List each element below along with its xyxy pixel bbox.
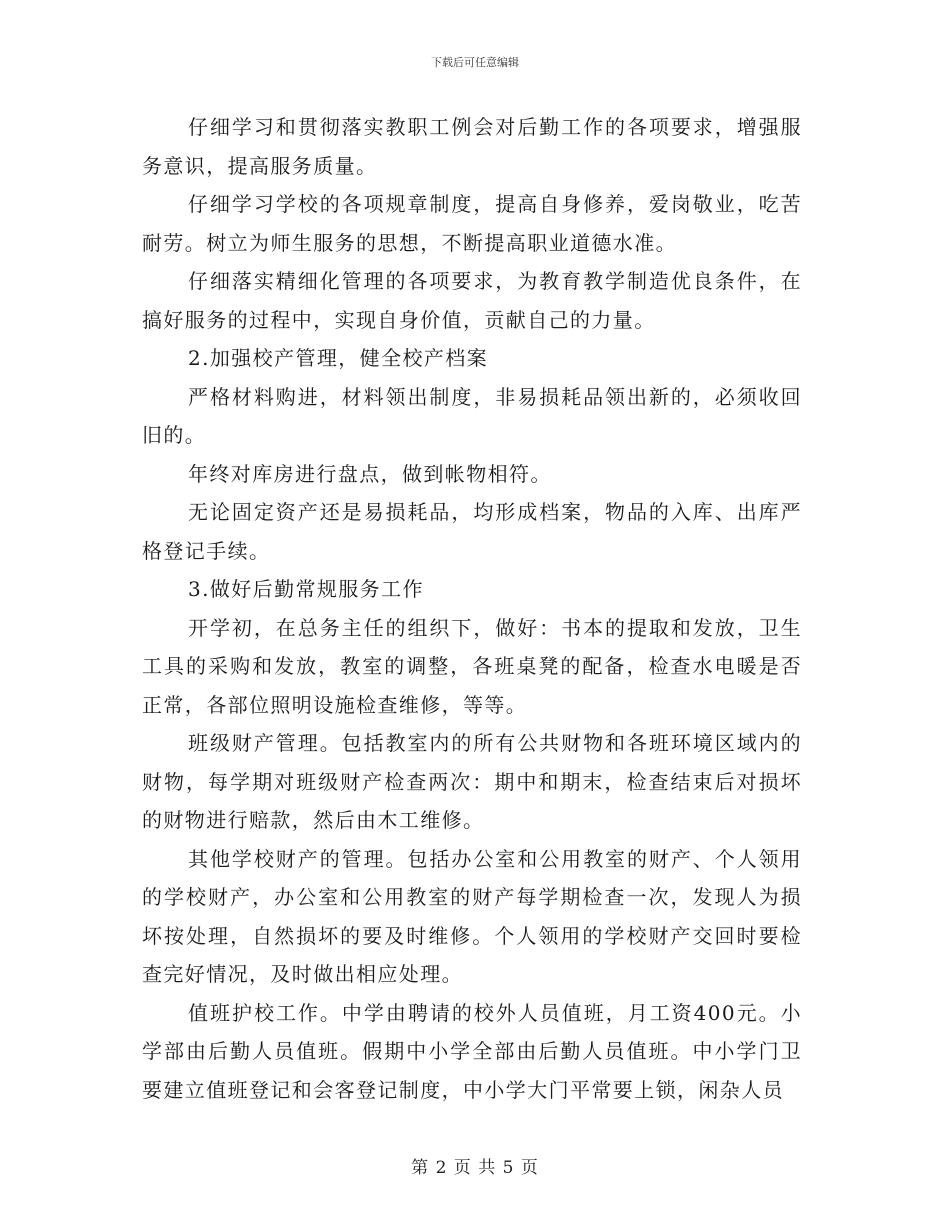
paragraph: 无论固定资产还是易损耗品，均形成档案，物品的入库、出库严格登记手续。 <box>142 500 802 563</box>
paragraph: 仔细落实精细化管理的各项要求，为教育教学制造优良条件，在搞好服务的过程中，实现自身价值，贡献自己的力量。 <box>142 269 802 332</box>
section-heading: 2.加强校产管理，健全校产档案 <box>188 346 489 370</box>
paragraph: 值班护校工作。中学由聘请的校外人员值班，月工资400元。小学部由后勤人员值班。假期中小学全部由后勤人员值班。中小学门卫要建立值班登记和会客登记制度，中小学大门平常要上锁，闲杂人员 <box>142 1000 802 1102</box>
header-note: 下载后可任意编辑 <box>431 56 519 69</box>
paragraph: 班级财产管理。包括教室内的所有公共财物和各班环境区域内的财物，每学期对班级财产检查两次：期中和期末，检查结束后对损坏的财物进行赔款，然后由木工维修。 <box>142 731 802 832</box>
section-heading: 3.做好后勤常规服务工作 <box>188 577 424 601</box>
paragraph: 仔细学习和贯彻落实教职工例会对后勤工作的各项要求，增强服务意识，提高服务质量。 <box>142 115 802 178</box>
page-number: 第 2 页 共 5 页 <box>411 1158 539 1178</box>
paragraph: 其他学校财产的管理。包括办公室和公用教室的财产、个人领用的学校财产，办公室和公用教室的财产每学期检查一次，发现人为损坏按处理，自然损坏的要及时维修。个人领用的学校财产交回时要检查完好情况，及时做出相应处理。 <box>142 846 802 986</box>
paragraph: 年终对库房进行盘点，做到帐物相符。 <box>188 461 552 486</box>
paragraph: 严格材料购进，材料领出制度，非易损耗品领出新的，必须收回旧的。 <box>142 384 802 447</box>
paragraph: 仔细学习学校的各项规章制度，提高自身修养，爱岗敬业，吃苦耐劳。树立为师生服务的思想，不断提高职业道德水准。 <box>142 192 802 255</box>
paragraph: 开学初，在总务主任的组织下，做好：书本的提取和发放，卫生工具的采购和发放，教室的调整，各班桌凳的配备，检查水电暖是否正常，各部位照明设施检查维修，等等。 <box>142 615 802 717</box>
document-body <box>142 108 802 1109</box>
